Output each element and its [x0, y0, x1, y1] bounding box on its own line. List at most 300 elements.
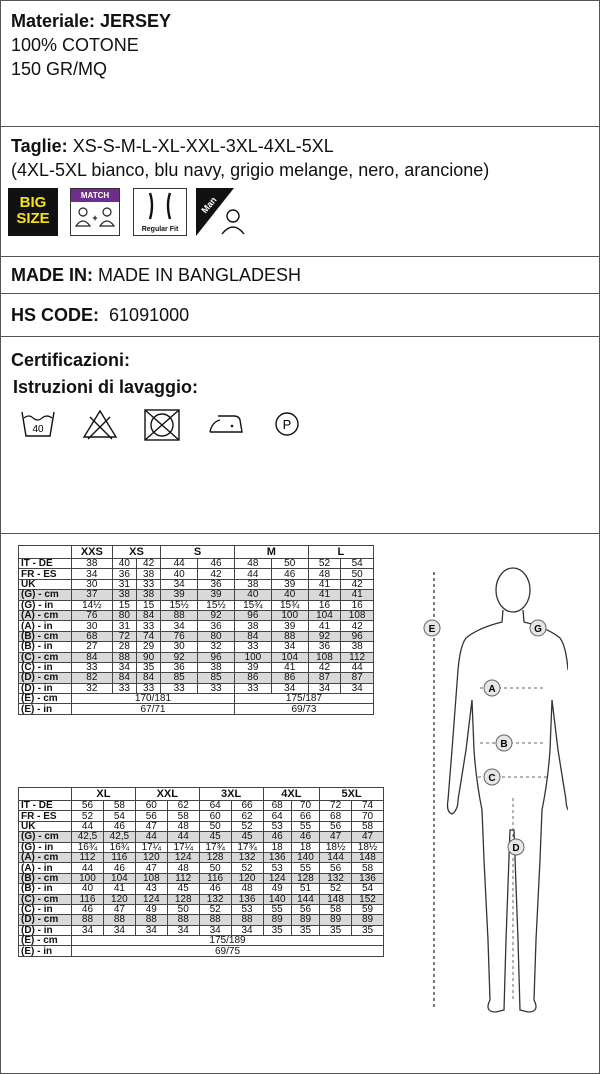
table-cell: 47 — [320, 832, 352, 842]
row-label: FR - ES — [19, 811, 72, 821]
table-cell: 15 — [112, 600, 136, 610]
table-cell: 34 — [271, 642, 308, 652]
table-cell: 58 — [352, 821, 384, 831]
table-row — [19, 936, 384, 946]
table-cell: 88 — [231, 915, 263, 925]
row-label: (C) - in — [19, 904, 72, 914]
man-badge — [196, 188, 246, 236]
table-cell: 39 — [234, 662, 271, 672]
row-label: (D) - cm — [19, 915, 72, 925]
table-cell: 15¾ — [234, 600, 271, 610]
figure-label-a — [484, 680, 500, 696]
size-group-header: M — [234, 546, 308, 559]
table-cell: 38 — [136, 569, 160, 579]
table-row — [19, 621, 374, 631]
table-row — [19, 904, 384, 914]
table-cell: 35 — [352, 925, 384, 935]
table-cell: 84 — [72, 652, 113, 662]
table-cell: 85 — [198, 673, 235, 683]
table-cell: 44 — [72, 863, 104, 873]
body-measurement-figure — [418, 560, 568, 1040]
table-cell: 16 — [341, 600, 374, 610]
table-row — [19, 652, 374, 662]
no-bleach-icon — [82, 408, 118, 440]
table-cell: 30 — [72, 579, 113, 589]
table-row — [19, 579, 374, 589]
row-label: (B) - in — [19, 884, 72, 894]
table-cell: 50 — [271, 559, 308, 569]
size-group-header: L — [308, 546, 373, 559]
table-cell: 132 — [231, 852, 263, 862]
table-cell: 45 — [167, 884, 199, 894]
table-cell: 32 — [198, 642, 235, 652]
table-cell: 16 — [308, 600, 341, 610]
table-cell: 46 — [72, 904, 104, 914]
row-label: (C) - cm — [19, 652, 72, 662]
table-cell: 44 — [161, 559, 198, 569]
table-cell: 15½ — [198, 600, 235, 610]
table-cell: 51 — [291, 884, 319, 894]
row-label: (D) - in — [19, 925, 72, 935]
table-cell: 54 — [341, 559, 374, 569]
table-cell: 34 — [161, 579, 198, 589]
table-cell: 108 — [135, 873, 167, 883]
hs-code-label: HS CODE: — [11, 305, 100, 325]
table-cell: 49 — [263, 884, 291, 894]
table-cell: 34 — [72, 925, 104, 935]
table-cell: 124 — [135, 894, 167, 904]
table-cell: 88 — [199, 915, 231, 925]
table-cell: 34 — [103, 925, 135, 935]
svg-text:D: D — [512, 843, 520, 854]
row-label: (C) - in — [19, 662, 72, 672]
table-cell: 53 — [263, 821, 291, 831]
table-cell: 140 — [291, 852, 319, 862]
table-cell: 72 — [112, 631, 136, 641]
row-label: IT - DE — [19, 801, 72, 811]
table-cell: 59 — [352, 904, 384, 914]
table-cell: 36 — [198, 621, 235, 631]
table-cell: 44 — [72, 821, 104, 831]
table-cell: 36 — [112, 569, 136, 579]
table-cell: 58 — [167, 811, 199, 821]
match-badge — [70, 188, 120, 236]
table-cell: 32 — [72, 683, 113, 693]
svg-text:E: E — [428, 624, 436, 635]
sizes-value: XS-S-M-L-XL-XXL-3XL-4XL-5XL — [72, 136, 334, 156]
svg-text:C: C — [488, 773, 496, 784]
table-cell: 52 — [72, 811, 104, 821]
table-cell: 128 — [199, 852, 231, 862]
row-label: FR - ES — [19, 569, 72, 579]
table-cell: 37 — [72, 590, 113, 600]
size-group-header: 4XL — [263, 788, 320, 801]
table-cell: 35 — [136, 662, 160, 672]
match-label: MATCH — [71, 189, 119, 202]
table-cell: 42 — [198, 569, 235, 579]
big-size-badge — [8, 188, 58, 236]
table-cell: 62 — [167, 801, 199, 811]
table-cell: 88 — [135, 915, 167, 925]
table-row — [19, 946, 384, 956]
table-cell: 54 — [352, 884, 384, 894]
table-cell: 56 — [320, 863, 352, 873]
row-label: (B) - cm — [19, 873, 72, 883]
table-cell: 100 — [234, 652, 271, 662]
size-table-small — [18, 545, 374, 715]
table-cell: 120 — [135, 852, 167, 862]
table-cell: 46 — [198, 559, 235, 569]
dry-clean-p-icon — [272, 408, 302, 440]
regular-fit-badge — [133, 188, 187, 236]
table-cell: 34 — [161, 621, 198, 631]
regular-fit-label: Regular Fit — [141, 226, 179, 233]
table-cell: 108 — [341, 610, 374, 620]
table-cell: 90 — [136, 652, 160, 662]
table-cell: 60 — [135, 801, 167, 811]
table-cell: 48 — [167, 863, 199, 873]
table-cell: 84 — [136, 610, 160, 620]
table-cell: 18 — [263, 842, 291, 852]
table-cell: 50 — [199, 821, 231, 831]
table-row — [19, 852, 384, 862]
no-tumble-dry-icon — [143, 408, 181, 442]
table-row — [19, 559, 374, 569]
table-cell: 44 — [234, 569, 271, 579]
table-row — [19, 694, 374, 704]
table-cell: 31 — [112, 579, 136, 589]
row-label: (E) - in — [19, 946, 72, 956]
table-cell: 34 — [135, 925, 167, 935]
table-cell: 41 — [103, 884, 135, 894]
table-cell: 66 — [231, 801, 263, 811]
table-cell: 86 — [234, 673, 271, 683]
table-cell: 55 — [291, 821, 319, 831]
table-row — [19, 600, 374, 610]
row-label: (B) - in — [19, 642, 72, 652]
material-section — [0, 0, 600, 126]
table-cell: 44 — [341, 662, 374, 672]
row-label: (E) - in — [19, 704, 72, 714]
table-cell: 84 — [112, 673, 136, 683]
figure-label-e — [424, 620, 440, 636]
table-cell: 14½ — [72, 600, 113, 610]
table-cell: 68 — [72, 631, 113, 641]
table-cell: 89 — [263, 915, 291, 925]
table-cell: 33 — [136, 683, 160, 693]
table-cell: 15 — [136, 600, 160, 610]
big-size-line1: BIG — [19, 194, 47, 211]
table-header-row — [19, 546, 374, 559]
table-cell: 175/187 — [234, 694, 373, 704]
table-cell: 170/181 — [72, 694, 235, 704]
table-cell: 89 — [291, 915, 319, 925]
table-cell: 49 — [135, 904, 167, 914]
washing-label: Istruzioni di lavaggio: — [13, 377, 199, 397]
table-cell: 112 — [167, 873, 199, 883]
table-cell: 33 — [161, 683, 198, 693]
table-row — [19, 673, 374, 683]
table-cell: 46 — [199, 884, 231, 894]
table-cell: 116 — [199, 873, 231, 883]
size-group-header: 3XL — [199, 788, 263, 801]
row-label: (E) - cm — [19, 694, 72, 704]
table-cell: 40 — [234, 590, 271, 600]
material-label: Materiale: JERSEY — [11, 11, 172, 31]
table-cell: 80 — [198, 631, 235, 641]
table-cell: 104 — [103, 873, 135, 883]
certifications-label: Certificazioni: — [11, 350, 131, 370]
table-cell: 42 — [341, 621, 374, 631]
table-cell: 36 — [308, 642, 341, 652]
row-label: (C) - cm — [19, 894, 72, 904]
table-row — [19, 642, 374, 652]
table-cell: 136 — [263, 852, 291, 862]
table-cell: 17¼ — [135, 842, 167, 852]
table-cell: 92 — [198, 610, 235, 620]
table-cell: 48 — [234, 559, 271, 569]
table-cell: 74 — [136, 631, 160, 641]
table-cell: 15½ — [161, 600, 198, 610]
hs-code-section — [0, 293, 600, 336]
table-cell: 15¾ — [271, 600, 308, 610]
table-cell: 104 — [308, 610, 341, 620]
table-cell: 55 — [291, 863, 319, 873]
table-cell: 72 — [320, 801, 352, 811]
table-cell: 148 — [320, 894, 352, 904]
table-header-cell — [19, 788, 72, 801]
table-cell: 84 — [234, 631, 271, 641]
table-cell: 50 — [341, 569, 374, 579]
table-row — [19, 915, 384, 925]
iron-low-icon — [206, 408, 246, 440]
table-cell: 18 — [291, 842, 319, 852]
table-cell: 56 — [291, 904, 319, 914]
man-label: Man — [199, 194, 219, 216]
table-cell: 41 — [341, 590, 374, 600]
row-label: (A) - in — [19, 621, 72, 631]
table-cell: 38 — [112, 590, 136, 600]
table-cell: 39 — [271, 621, 308, 631]
table-cell: 175/189 — [72, 936, 384, 946]
table-cell: 43 — [135, 884, 167, 894]
dry-clean-letter: P — [282, 417, 292, 432]
made-in-value: MADE IN BANGLADESH — [98, 265, 302, 285]
table-cell: 64 — [199, 801, 231, 811]
table-cell: 58 — [320, 904, 352, 914]
table-cell: 52 — [231, 863, 263, 873]
table-cell: 92 — [161, 652, 198, 662]
material-block — [11, 9, 171, 81]
table-cell: 89 — [352, 915, 384, 925]
table-cell: 82 — [72, 673, 113, 683]
table-row — [19, 821, 384, 831]
table-cell: 64 — [263, 811, 291, 821]
table-cell: 136 — [352, 873, 384, 883]
table-row — [19, 811, 384, 821]
size-group-header: XXL — [135, 788, 199, 801]
table-cell: 46 — [291, 832, 319, 842]
table-cell: 88 — [167, 915, 199, 925]
figure-label-g — [530, 620, 546, 636]
table-row — [19, 863, 384, 873]
svg-text:G: G — [534, 624, 542, 635]
table-cell: 53 — [231, 904, 263, 914]
table-row — [19, 631, 374, 641]
table-cell: 68 — [263, 801, 291, 811]
table-cell: 40 — [271, 590, 308, 600]
material-composition: 100% COTONE — [11, 35, 139, 55]
row-label: (E) - cm — [19, 936, 72, 946]
table-cell: 62 — [231, 811, 263, 821]
table-cell: 88 — [271, 631, 308, 641]
table-cell: 76 — [72, 610, 113, 620]
size-table-large — [18, 787, 384, 957]
hs-code-value: 61091000 — [109, 305, 190, 325]
table-row — [19, 894, 384, 904]
table-cell: 104 — [271, 652, 308, 662]
table-cell: 39 — [198, 590, 235, 600]
table-cell: 35 — [291, 925, 319, 935]
table-row — [19, 610, 374, 620]
table-cell: 68 — [320, 811, 352, 821]
table-cell: 38 — [341, 642, 374, 652]
wash-40-icon — [20, 408, 56, 440]
table-cell: 88 — [72, 915, 104, 925]
table-cell: 27 — [72, 642, 113, 652]
table-cell: 35 — [320, 925, 352, 935]
table-cell: 45 — [199, 832, 231, 842]
table-cell: 47 — [135, 821, 167, 831]
regular-fit-icon — [134, 189, 186, 223]
table-cell: 80 — [112, 610, 136, 620]
table-cell: 48 — [167, 821, 199, 831]
table-cell: 42 — [341, 579, 374, 589]
table-cell: 39 — [161, 590, 198, 600]
table-cell: 108 — [308, 652, 341, 662]
table-cell: 124 — [167, 852, 199, 862]
row-label: (G) - cm — [19, 590, 72, 600]
table-cell: 44 — [167, 832, 199, 842]
table-cell: 30 — [161, 642, 198, 652]
table-cell: 148 — [352, 852, 384, 862]
table-cell: 17¾ — [231, 842, 263, 852]
table-cell: 17¼ — [167, 842, 199, 852]
table-cell: 46 — [271, 569, 308, 579]
match-people-icon — [71, 202, 119, 235]
table-cell: 69/75 — [72, 946, 384, 956]
table-row — [19, 873, 384, 883]
table-cell: 112 — [341, 652, 374, 662]
table-cell: 38 — [234, 579, 271, 589]
table-row — [19, 925, 384, 935]
sizes-note: (4XL-5XL bianco, blu navy, grigio melange, nero, arancione) — [11, 160, 490, 180]
row-label: UK — [19, 579, 72, 589]
table-cell: 38 — [234, 621, 271, 631]
table-cell: 30 — [72, 621, 113, 631]
table-cell: 52 — [231, 821, 263, 831]
size-group-header: XS — [112, 546, 161, 559]
table-cell: 152 — [352, 894, 384, 904]
table-cell: 58 — [352, 863, 384, 873]
row-label: (A) - cm — [19, 610, 72, 620]
table-cell: 128 — [291, 873, 319, 883]
table-cell: 34 — [112, 662, 136, 672]
svg-text:B: B — [500, 739, 508, 750]
table-row — [19, 590, 374, 600]
table-cell: 144 — [320, 852, 352, 862]
table-cell: 16¾ — [103, 842, 135, 852]
table-cell: 53 — [263, 863, 291, 873]
table-cell: 88 — [161, 610, 198, 620]
row-label: (B) - cm — [19, 631, 72, 641]
figure-label-c — [484, 769, 500, 785]
table-cell: 47 — [135, 863, 167, 873]
table-cell: 100 — [271, 610, 308, 620]
table-cell: 40 — [161, 569, 198, 579]
figure-label-d — [508, 839, 524, 855]
table-cell: 56 — [320, 821, 352, 831]
table-cell: 47 — [352, 832, 384, 842]
table-cell: 56 — [72, 801, 104, 811]
table-cell: 42 — [136, 559, 160, 569]
table-cell: 70 — [291, 801, 319, 811]
table-cell: 66 — [291, 811, 319, 821]
row-label: (A) - in — [19, 863, 72, 873]
table-cell: 46 — [263, 832, 291, 842]
table-cell: 33 — [112, 683, 136, 693]
table-cell: 18½ — [320, 842, 352, 852]
table-cell: 38 — [198, 662, 235, 672]
table-cell: 85 — [161, 673, 198, 683]
table-header-row — [19, 788, 384, 801]
table-row — [19, 569, 374, 579]
table-cell: 35 — [263, 925, 291, 935]
table-cell: 33 — [72, 662, 113, 672]
table-cell: 34 — [167, 925, 199, 935]
size-group-header: S — [161, 546, 235, 559]
table-cell: 33 — [198, 683, 235, 693]
table-cell: 56 — [135, 811, 167, 821]
table-cell: 96 — [341, 631, 374, 641]
svg-text:+: + — [92, 213, 98, 223]
table-cell: 28 — [112, 642, 136, 652]
table-cell: 124 — [263, 873, 291, 883]
row-label: UK — [19, 821, 72, 831]
table-cell: 40 — [112, 559, 136, 569]
sizes-block — [11, 134, 489, 182]
table-row — [19, 884, 384, 894]
table-cell: 96 — [198, 652, 235, 662]
table-cell: 41 — [308, 579, 341, 589]
table-cell: 54 — [103, 811, 135, 821]
table-cell: 87 — [308, 673, 341, 683]
table-cell: 34 — [72, 569, 113, 579]
table-cell: 18½ — [352, 842, 384, 852]
figure-label-b — [496, 735, 512, 751]
table-cell: 33 — [234, 683, 271, 693]
hs-code-row — [11, 303, 189, 327]
table-cell: 88 — [112, 652, 136, 662]
table-cell: 84 — [136, 673, 160, 683]
table-cell: 52 — [308, 559, 341, 569]
table-cell: 70 — [352, 811, 384, 821]
table-cell: 144 — [291, 894, 319, 904]
table-cell: 69/73 — [234, 704, 373, 714]
table-cell: 120 — [231, 873, 263, 883]
table-cell: 48 — [308, 569, 341, 579]
table-cell: 112 — [72, 852, 104, 862]
